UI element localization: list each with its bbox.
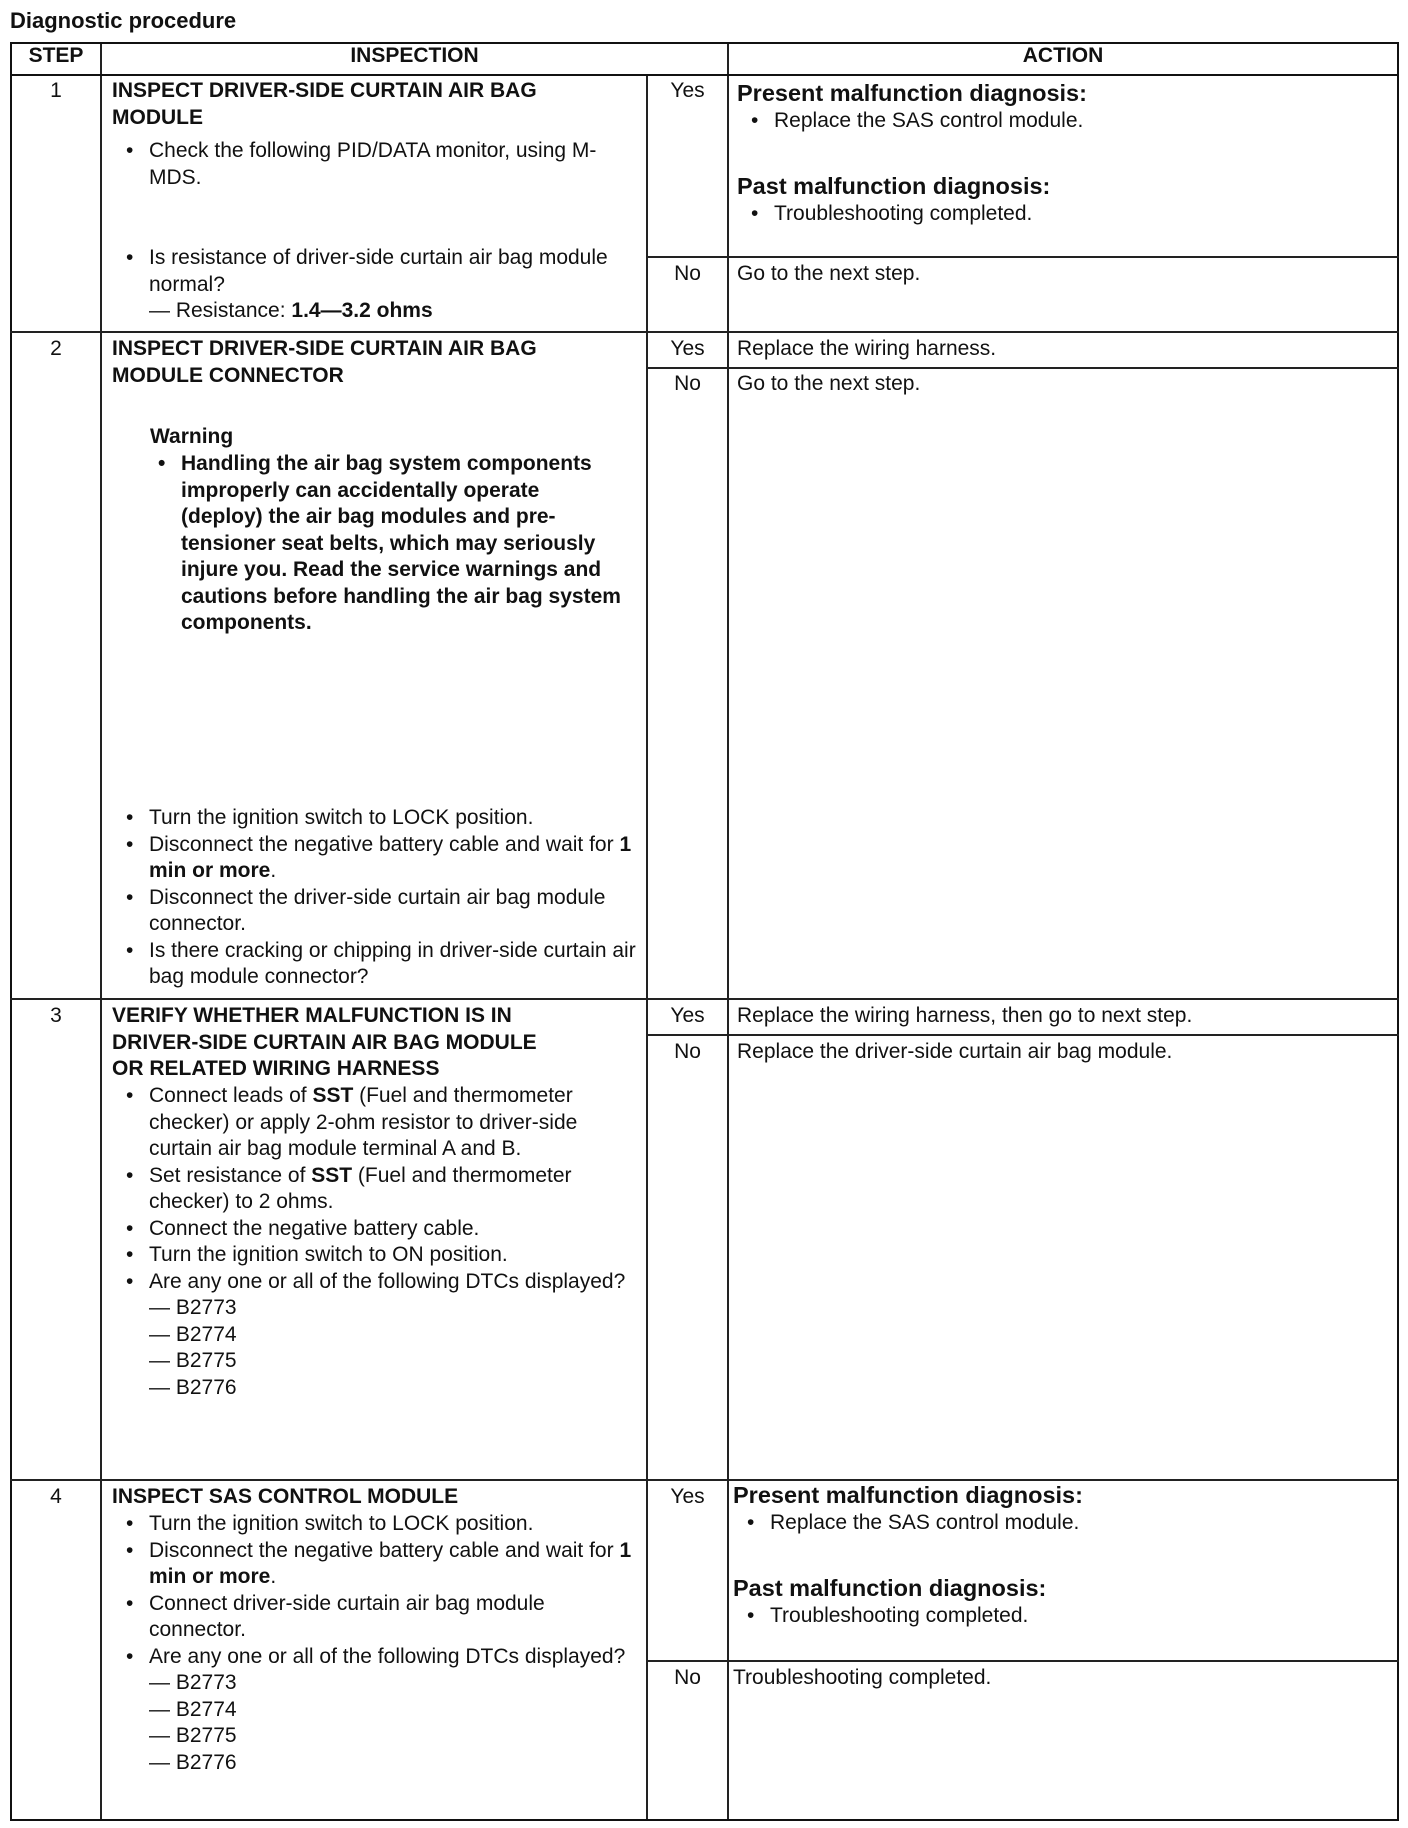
dtc-list: — B2773 — B2774 — B2775 — B2776	[149, 1296, 237, 1399]
yes-label: Yes	[670, 1485, 705, 1508]
step-number: 2	[50, 337, 62, 360]
step-number: 1	[50, 79, 62, 102]
page-title: Diagnostic procedure	[10, 8, 237, 33]
inspection-bullets: • Turn the ignition switch to LOCK position. • Disconnect the negative battery cable and wait for 1 min or more. • Connect driver-side curtain air bag module connector. • Are any one or all of the following DTCs displayed? — B2773 — B2774 — B2775 — B2776	[112, 1511, 642, 1776]
warning-title: Warning	[150, 425, 234, 448]
dtc-list: — B2773 — B2774 — B2775 — B2776	[149, 1671, 237, 1774]
step-heading: VERIFY WHETHER MALFUNCTION IS IN DRIVER-SIDE CURTAIN AIR BAG MODULE OR RELATED WIRING HARNESS	[112, 1004, 537, 1080]
warning-text: • Handling the air bag system components improperly can accidentally operate (deploy) the air bag modules and pre-tensioner seat belts, which may seriously injure you. Read the service warnings and cautions before handling the air bag system components.	[144, 451, 624, 637]
header-action: ACTION	[1022, 44, 1104, 67]
action-yes: Replace the wiring harness.	[737, 337, 997, 360]
yes-label: Yes	[670, 79, 705, 102]
step-number: 4	[50, 1485, 62, 1508]
action-yes: Present malfunction diagnosis: • Replace the SAS control module. Past malfunction diagnosis: • Troubleshooting completed.	[733, 1480, 1392, 1629]
action-yes: Present malfunction diagnosis: • Replace the SAS control module. Past malfunction diagnosis: • Troubleshooting completed.	[737, 78, 1392, 227]
no-label: No	[674, 262, 701, 285]
header-step: STEP	[28, 44, 84, 67]
step-heading: INSPECT SAS CONTROL MODULE	[112, 1485, 459, 1508]
action-yes: Replace the wiring harness, then go to next step.	[737, 1004, 1193, 1027]
inspection-bullets: • Check the following PID/DATA monitor, using M-MDS.	[112, 138, 642, 191]
step-heading: INSPECT DRIVER-SIDE CURTAIN AIR BAG MODULE	[112, 79, 537, 129]
no-label: No	[674, 1040, 701, 1063]
step-number: 3	[50, 1004, 62, 1027]
action-no: Troubleshooting completed.	[733, 1666, 992, 1689]
action-no: Go to the next step.	[737, 262, 921, 285]
no-label: No	[674, 372, 701, 395]
step-heading: INSPECT DRIVER-SIDE CURTAIN AIR BAG MODULE CONNECTOR	[112, 337, 537, 387]
yes-label: Yes	[670, 337, 705, 360]
yes-label: Yes	[670, 1004, 705, 1027]
inspection-bullets: • Connect leads of SST (Fuel and thermometer checker) or apply 2-ohm resistor to driver-side curtain air bag module terminal A and B. • Set resistance of SST (Fuel and thermometer checker) to 2 ohms. • Connect the negative battery cable. • Turn the ignition switch to ON position. • Are any one or all of the following DTCs displayed? — B2773 — B2774 — B2775 — B2776	[112, 1083, 642, 1401]
action-no: Replace the driver-side curtain air bag module.	[737, 1040, 1173, 1063]
inspection-bullets: • Is resistance of driver-side curtain air bag module normal? — Resistance: 1.4—3.2 ohms	[112, 245, 642, 325]
header-inspection: INSPECTION	[350, 44, 479, 67]
no-label: No	[674, 1666, 701, 1689]
inspection-bullets: • Turn the ignition switch to LOCK position. • Disconnect the negative battery cable and wait for 1 min or more. • Disconnect the driver-side curtain air bag module connector. • Is there cracking or chipping in driver-side curtain air bag module connector?	[112, 805, 642, 991]
action-no: Go to the next step.	[737, 372, 921, 395]
